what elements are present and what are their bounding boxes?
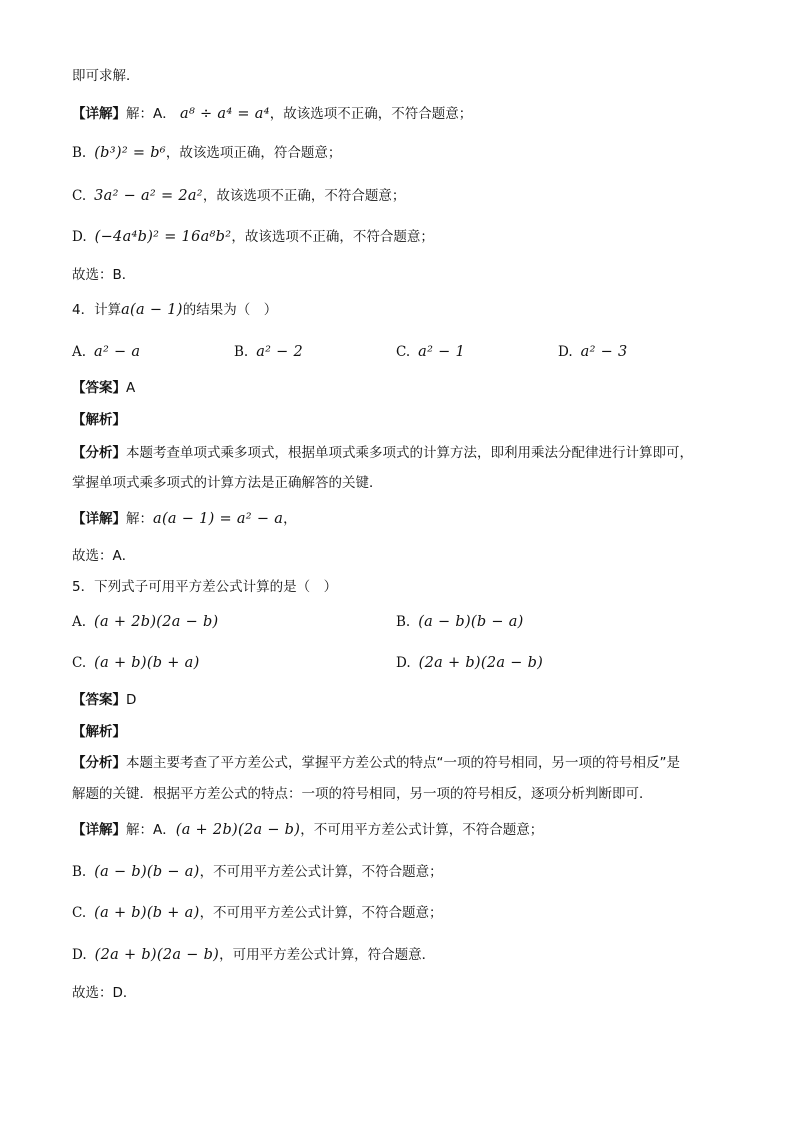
verdict-c: ，故该选项不正确，不符合题意； — [202, 188, 406, 204]
q5-option-b — [396, 612, 524, 632]
q5-fenxi-2 — [72, 784, 653, 804]
q5-option-d-formula: (2a + b)(2a − b) — [418, 655, 544, 671]
q5-answer — [72, 690, 136, 710]
q5-option-d-label: D. — [396, 655, 411, 671]
verdict-a: ，故该选项不正确，不符合题意； — [269, 106, 473, 122]
q4-option-c — [396, 342, 465, 362]
q5-detail-b-label: B. — [72, 864, 87, 880]
q5-option-c-label: C. — [72, 655, 87, 671]
q4-option-d-label: D. — [558, 344, 573, 360]
q4-analysis — [72, 410, 126, 430]
prev-choose-line — [72, 265, 135, 285]
q5-detail-d — [72, 945, 435, 965]
q5-option-c-formula: (a + b)(b + a) — [94, 655, 200, 671]
q5-fenxi-text-1: 本题主要考查了平方差公式，掌握平方差公式的特点“一项的符号相同，另一项的符号相反”是 — [126, 755, 680, 771]
q4-stem-pre: 4．计算 — [72, 302, 122, 318]
prev-option-d-line — [72, 227, 434, 247]
intro-text: 即可求解． — [72, 68, 140, 84]
q5-detail-d-formula: (2a + b)(2a − b) — [94, 947, 220, 963]
prev-detail-line — [72, 104, 472, 124]
q5-option-c — [72, 653, 200, 673]
q5-detail-b-post: ，不可用平方差公式计算，不符合题意； — [199, 864, 443, 880]
q5-detail-b — [72, 862, 443, 882]
q4-fenxi-2 — [72, 473, 383, 493]
q4-detail-post: ， — [283, 511, 297, 527]
q4-fenxi-text-1: 本题考查单项式乘多项式，根据单项式乘多项式的计算方法，即利用乘法分配律进行计算即可， — [126, 445, 693, 461]
q4-option-c-label: C. — [396, 344, 411, 360]
choose-text: 故选：B． — [72, 267, 136, 283]
q4-option-a-label: A. — [72, 344, 87, 360]
q4-answer-value: A — [126, 380, 136, 396]
q4-choose-text: 故选：A． — [72, 548, 136, 564]
q5-option-b-formula: (a − b)(b − a) — [418, 614, 524, 630]
q5-option-a-formula: (a + 2b)(2a − b) — [94, 614, 219, 630]
formula-a: a⁸ ÷ a⁴ = a⁴ — [180, 106, 270, 122]
q5-answer-value: D — [126, 692, 137, 708]
q5-stem — [72, 577, 337, 597]
q4-detail — [72, 509, 297, 529]
q4-analysis-tag: 【解析】 — [72, 412, 126, 428]
q5-analysis — [72, 722, 126, 742]
detail-tag: 【详解】 — [72, 106, 126, 122]
q5-option-d — [396, 653, 543, 673]
q4-fenxi-tag: 【分析】 — [72, 445, 126, 461]
q5-detail-tag: 【详解】 — [72, 822, 126, 838]
q5-answer-tag: 【答案】 — [72, 692, 126, 708]
prev-option-c-line — [72, 186, 405, 206]
q5-detail-c — [72, 903, 443, 923]
q5-analysis-tag: 【解析】 — [72, 724, 126, 740]
q4-option-a — [72, 342, 140, 362]
q5-fenxi-text-2: 解题的关键．根据平方差公式的特点：一项的符号相同，另一项的符号相反，逐项分析判断即可． — [72, 786, 653, 802]
q4-option-b — [234, 342, 303, 362]
q5-detail-a — [72, 820, 543, 840]
verdict-d: ，故该选项不正确，不符合题意； — [231, 229, 434, 245]
q4-answer — [72, 378, 135, 398]
option-label-c: C. — [72, 188, 87, 204]
q5-option-a-label: A. — [72, 614, 87, 630]
q4-option-b-label: B. — [234, 344, 249, 360]
q5-detail-b-formula: (a − b)(b − a) — [94, 864, 200, 880]
q4-detail-tag: 【详解】 — [72, 511, 126, 527]
q4-option-d-formula: a² − 3 — [580, 344, 628, 360]
q4-answer-tag: 【答案】 — [72, 380, 126, 396]
q4-option-a-formula: a² − a — [94, 344, 141, 360]
prev-option-b-line — [72, 143, 341, 163]
q5-detail-c-formula: (a + b)(b + a) — [94, 905, 200, 921]
q5-detail-c-post: ，不可用平方差公式计算，不符合题意； — [199, 905, 443, 921]
q4-option-b-formula: a² − 2 — [256, 344, 304, 360]
q5-stem-text: 5．下列式子可用平方差公式计算的是（ ） — [72, 579, 338, 595]
q4-choose — [72, 546, 135, 566]
detail-prefix: 解：A． — [126, 106, 176, 122]
q5-fenxi-tag: 【分析】 — [72, 755, 126, 771]
q4-stem-post: 的结果为（ ） — [182, 302, 278, 318]
q5-detail-a-pre: 解：A． — [126, 822, 176, 838]
q5-detail-d-label: D. — [72, 947, 87, 963]
q4-detail-pre: 解： — [126, 511, 153, 527]
q5-detail-c-label: C. — [72, 905, 87, 921]
formula-b: (b³)² = b⁶ — [94, 145, 166, 161]
q4-option-d — [558, 342, 628, 362]
q4-fenxi-1 — [72, 443, 693, 463]
q5-option-a — [72, 612, 219, 632]
option-label-d: D. — [72, 229, 87, 245]
q4-stem — [72, 300, 277, 320]
q5-detail-a-formula: (a + 2b)(2a − b) — [175, 822, 301, 838]
q5-detail-d-post: ，可用平方差公式计算，符合题意． — [219, 947, 436, 963]
option-label-b: B. — [72, 145, 87, 161]
formula-d: (−4a⁴b)² = 16a⁸b² — [94, 229, 232, 245]
text-line-intro — [72, 66, 140, 86]
q4-fenxi-text-2: 掌握单项式乘多项式的计算方法是正确解答的关键． — [72, 475, 383, 491]
q4-stem-formula: a(a − 1) — [121, 302, 183, 318]
q4-option-c-formula: a² − 1 — [418, 344, 465, 360]
q5-detail-a-post: ，不可用平方差公式计算，不符合题意； — [300, 822, 544, 838]
q4-detail-formula: a(a − 1) = a² − a — [153, 511, 284, 527]
q5-choose-text: 故选：D． — [72, 985, 137, 1001]
formula-c: 3a² − a² = 2a² — [94, 188, 203, 204]
verdict-b: ，故该选项正确，符合题意； — [165, 145, 342, 161]
q5-choose — [72, 983, 136, 1003]
q5-option-b-label: B. — [396, 614, 411, 630]
q5-fenxi-1 — [72, 753, 680, 773]
